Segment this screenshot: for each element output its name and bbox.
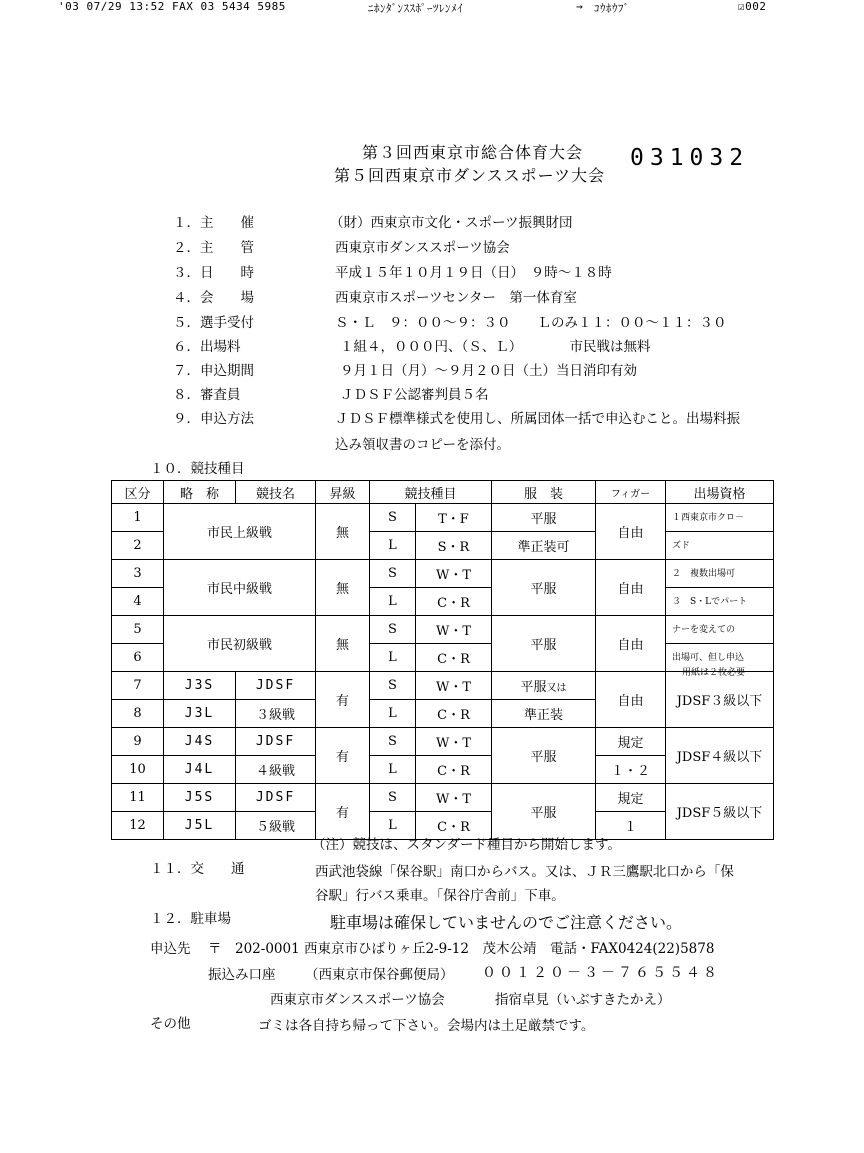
figure-cell: 規定	[596, 784, 666, 812]
kubun-cell: 10	[112, 756, 164, 784]
shokyu-cell: 有	[316, 784, 370, 840]
item-12-label: １２．駐車場	[150, 911, 231, 927]
kubun-cell: 2	[112, 532, 164, 560]
category-cell: S	[370, 728, 416, 756]
table-row	[112, 616, 774, 644]
dress-text: 平服	[520, 680, 547, 695]
table-header-row	[112, 481, 774, 504]
category-cell: L	[370, 532, 416, 560]
fax-page: ☑002	[738, 0, 767, 13]
qualification-cell: JDSF３級以下	[666, 672, 774, 728]
col-header: 競技名	[236, 481, 316, 504]
qualification-note: １西東京市クロ－	[666, 504, 774, 532]
category-cell: L	[370, 812, 416, 840]
kubun-cell: 5	[112, 616, 164, 644]
fax-datetime: '03 07/29 13:52 FAX 03 5434 5985	[58, 0, 286, 13]
qualification-note-line: 用紙は２枚必要	[682, 668, 746, 678]
item-value: Ｓ・Ｌ ９：００～９：３０ Ｌのみ１１：００～１１：３０	[335, 315, 727, 331]
bank-name: （西東京市保谷郵便局）	[305, 967, 454, 983]
item-12-value: 駐車場は確保していませんのでご注意ください。	[330, 913, 683, 932]
item-value-cont: 込み領収書のコピーを添付。	[335, 437, 510, 453]
item-value: ９月１日（月）～９月２０日（土）当日消印有効	[340, 363, 637, 379]
event-name-cell: ３級戦	[236, 700, 316, 728]
item-label: ８．審査員	[173, 387, 241, 403]
abbr-cell: J3L	[164, 700, 236, 728]
col-header: 昇級	[316, 481, 370, 504]
kubun-cell: 1	[112, 504, 164, 532]
abbr-cell: J5L	[164, 812, 236, 840]
category-cell: S	[370, 616, 416, 644]
qualification-note-line: 出場可、但し申込	[672, 652, 745, 663]
dance-cell: C・R	[416, 756, 492, 784]
kubun-cell: 11	[112, 784, 164, 812]
item-label: ６．出場料	[173, 339, 241, 355]
table-row	[112, 672, 774, 700]
fax-recipient: ｺｳﾎｳﾌﾞ	[594, 2, 630, 15]
kubun-cell: 4	[112, 588, 164, 616]
col-header: 区分	[112, 481, 164, 504]
event-name-cell: ４級戦	[236, 756, 316, 784]
category-cell: S	[370, 560, 416, 588]
item-label: ７．申込期間	[173, 363, 254, 379]
other-label: その他	[150, 1016, 191, 1032]
kubun-cell: 8	[112, 700, 164, 728]
qualification-cell: JDSF５級以下	[666, 784, 774, 840]
dance-cell: W・T	[416, 560, 492, 588]
table-row	[112, 784, 774, 812]
item-11-line1: 西武池袋線「保谷駅」南口からバス。又は、ＪＲ三鷹駅北口から「保	[315, 864, 734, 880]
dress-cell: 平服	[492, 784, 596, 840]
category-cell: S	[370, 672, 416, 700]
bank-label: 振込み口座	[208, 967, 276, 983]
dance-cell: C・R	[416, 644, 492, 672]
event-name-cell: JDSF	[236, 784, 316, 812]
item-value: 平成１５年１０月１９日（日） ９時～１８時	[335, 265, 612, 281]
apply-label: 申込先	[150, 941, 191, 957]
apply-address: 〒 202-0001 西東京市ひばりヶ丘2-9-12 茂木公靖 電話・FAX0424(22)5878	[208, 941, 715, 957]
item-label: １．主 催	[173, 215, 254, 231]
table-row	[112, 728, 774, 756]
figure-cell: 自由	[596, 672, 666, 728]
category-cell: L	[370, 588, 416, 616]
event-name-cell: 市民初級戦	[164, 616, 316, 672]
fax-sender: ﾆﾎﾝﾀﾞﾝｽｽﾎﾟｰﾂﾚﾝﾒｲ	[368, 2, 463, 15]
abbr-cell: J5S	[164, 784, 236, 812]
figure-cell: 自由	[596, 560, 666, 616]
category-cell: L	[370, 644, 416, 672]
kubun-cell: 6	[112, 644, 164, 672]
dance-cell: W・T	[416, 728, 492, 756]
item-label: ２．主 管	[173, 240, 254, 256]
dance-cell: C・R	[416, 812, 492, 840]
kubun-cell: 3	[112, 560, 164, 588]
item-11-line2: 谷駅」行バス乗車。「保谷庁舎前」下車。	[315, 888, 565, 904]
item-value: （財）西東京市文化・スポーツ振興財団	[330, 215, 573, 231]
account-holder: 指宿卓見（いぶすきたかえ）	[495, 992, 671, 1008]
table-row	[112, 560, 774, 588]
dance-cell: W・T	[416, 784, 492, 812]
bank-account: ００１２０－３－７６５５４８	[482, 965, 720, 981]
category-cell: L	[370, 700, 416, 728]
section-10-heading: １０．競技種目	[150, 461, 245, 477]
abbr-cell: J4L	[164, 756, 236, 784]
qualification-note: ズド	[666, 532, 774, 560]
item-label: ４．会 場	[173, 290, 254, 306]
fax-arrow: →	[576, 0, 584, 13]
col-header: フィガー	[596, 481, 666, 504]
qualification-note: ナーを変えての	[666, 616, 774, 644]
item-value: 西東京市スポーツセンター 第一体育室	[335, 290, 577, 306]
table-note: （注）競技は、スタンダード種目から開始します。	[312, 837, 621, 853]
col-header: 競技種目	[370, 481, 492, 504]
col-header: 略 称	[164, 481, 236, 504]
item-label: ３．日 時	[173, 265, 254, 281]
shokyu-cell: 有	[316, 672, 370, 728]
event-name-cell: 市民中級戦	[164, 560, 316, 616]
figure-cell: 規定	[596, 728, 666, 756]
item-value: 西東京市ダンススポーツ協会	[335, 240, 510, 256]
kubun-cell: 9	[112, 728, 164, 756]
item-value: ＪＤＳＦ公認審判員５名	[340, 387, 489, 403]
event-name-cell: JDSF	[236, 672, 316, 700]
item-value: １組４，０００円、（Ｓ、Ｌ） 市民戦は無料	[340, 339, 651, 355]
other-value: ゴミは各自持ち帰って下さい。会場内は土足厳禁です。	[258, 1018, 595, 1034]
dance-cell: C・R	[416, 588, 492, 616]
dress-cell: 準正装可	[492, 532, 596, 560]
item-11-label: １１．交 通	[150, 861, 245, 877]
shokyu-cell: 無	[316, 504, 370, 560]
item-value: ＪＤＳＦ標準様式を使用し、所属団体一括で申込むこと。出場料振	[335, 411, 740, 427]
abbr-cell: J3S	[164, 672, 236, 700]
document-number: 031032	[630, 145, 750, 171]
dance-cell: W・T	[416, 672, 492, 700]
dance-cell: C・R	[416, 700, 492, 728]
shokyu-cell: 無	[316, 616, 370, 672]
item-label: ９．申込方法	[173, 411, 254, 427]
table-row	[112, 504, 774, 532]
shokyu-cell: 有	[316, 728, 370, 784]
dance-cell: W・T	[416, 616, 492, 644]
figure-cell: １・２	[596, 756, 666, 784]
category-cell: S	[370, 504, 416, 532]
kubun-cell: 12	[112, 812, 164, 840]
qualification-note: ３ S・Lでパート	[666, 588, 774, 616]
dress-cell: 平服	[492, 728, 596, 784]
col-header: 服 装	[492, 481, 596, 504]
title-line1: 第３回西東京市総合体育大会	[362, 143, 584, 162]
competition-table	[111, 480, 774, 840]
dance-cell: T・F	[416, 504, 492, 532]
event-name-cell: ５級戦	[236, 812, 316, 840]
abbr-cell: J4S	[164, 728, 236, 756]
qualification-note: ２ 複数出場可	[666, 560, 774, 588]
item-label: ５．選手受付	[173, 315, 254, 331]
dress-cell	[492, 672, 596, 700]
dress-cell: 平服	[492, 504, 596, 532]
category-cell: L	[370, 756, 416, 784]
category-cell: S	[370, 784, 416, 812]
dress-cell: 準正装	[492, 700, 596, 728]
figure-cell: 自由	[596, 616, 666, 672]
figure-cell: 自由	[596, 504, 666, 560]
figure-cell: １	[596, 812, 666, 840]
col-header: 出場資格	[666, 481, 774, 504]
event-name-cell: JDSF	[236, 728, 316, 756]
dress-note: 又は	[546, 683, 567, 694]
dance-cell: S・R	[416, 532, 492, 560]
kubun-cell: 7	[112, 672, 164, 700]
account-org: 西東京市ダンススポーツ協会	[270, 992, 445, 1008]
event-name-cell: 市民上級戦	[164, 504, 316, 560]
qualification-cell: JDSF４級以下	[666, 728, 774, 784]
shokyu-cell: 無	[316, 560, 370, 616]
dress-cell: 平服	[492, 560, 596, 616]
title-line2: 第５回西東京市ダンススポーツ大会	[334, 166, 606, 185]
dress-cell: 平服	[492, 616, 596, 672]
